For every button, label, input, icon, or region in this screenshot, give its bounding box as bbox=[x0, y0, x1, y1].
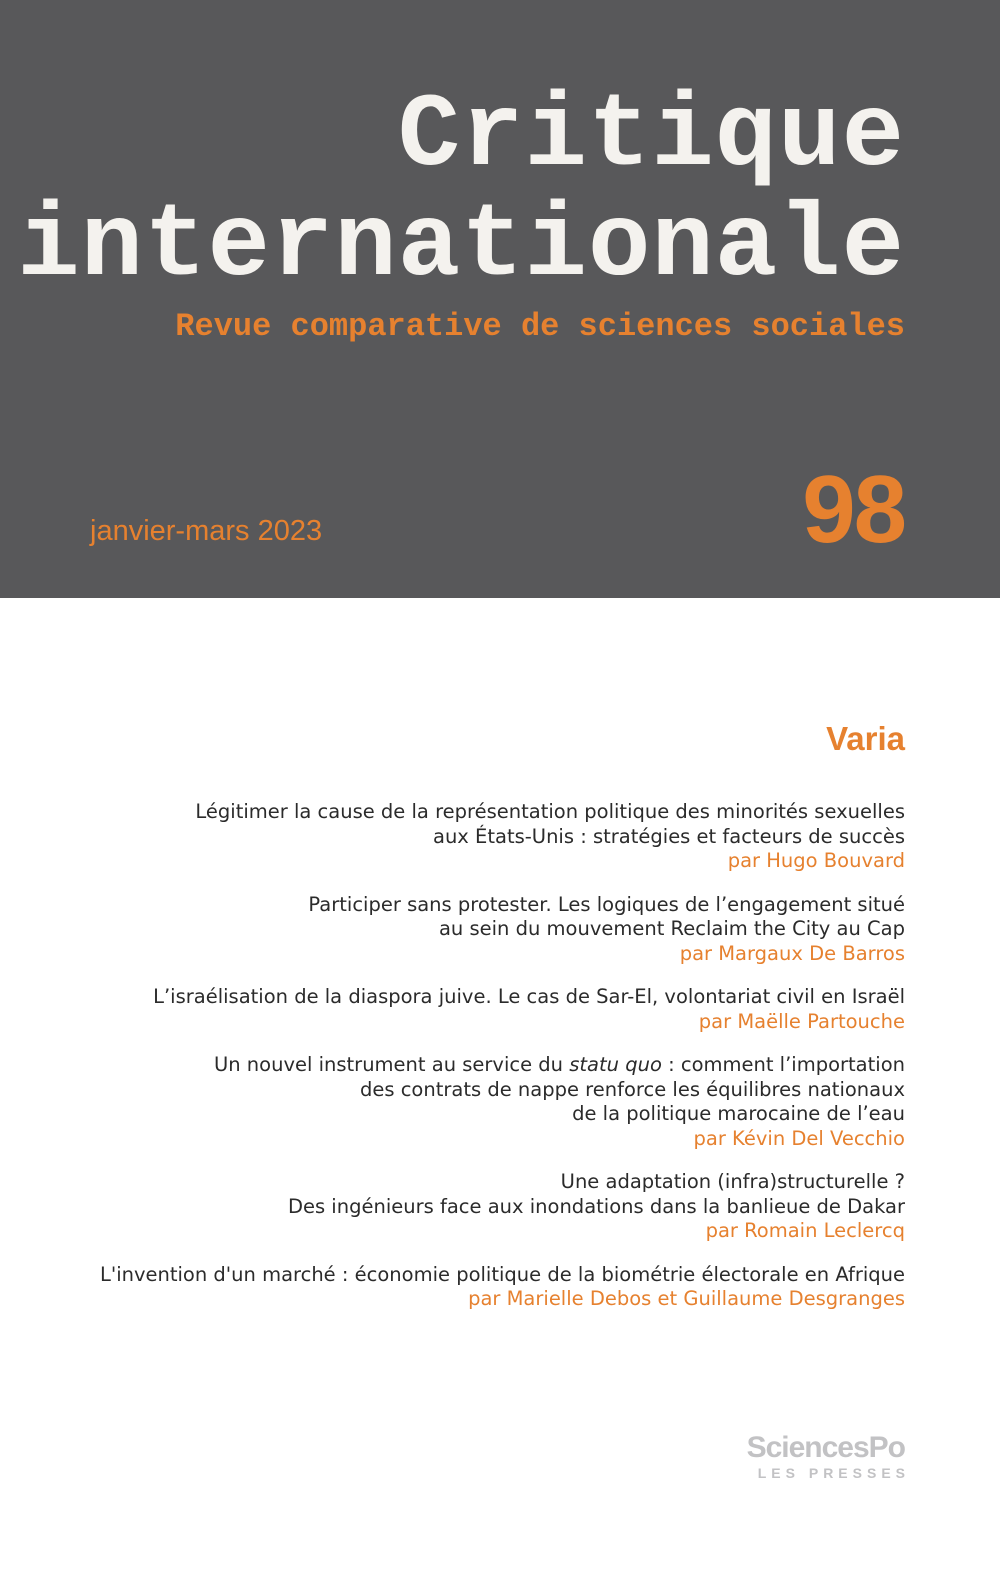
publisher-logo bbox=[746, 1431, 910, 1482]
toc-entry bbox=[75, 1263, 905, 1312]
cover-header-band bbox=[0, 0, 1000, 598]
article-title-line: Légitimer la cause de la représentation politique des minorités sexuelles bbox=[195, 800, 905, 823]
journal-title-line-2: internationale bbox=[17, 188, 905, 306]
article-author: par Romain Leclercq bbox=[705, 1219, 905, 1242]
issue-number: 98 bbox=[802, 456, 905, 563]
article-author: par Hugo Bouvard bbox=[727, 849, 905, 872]
toc-entry bbox=[75, 893, 905, 967]
issue-date: janvier-mars 2023 bbox=[90, 515, 323, 547]
article-author: par Margaux De Barros bbox=[679, 941, 905, 965]
toc-entry bbox=[75, 985, 905, 1034]
journal-subtitle: Revue comparative de sciences sociales bbox=[175, 308, 905, 345]
article-title-line: de la politique marocaine de l’eau bbox=[572, 1102, 905, 1125]
article-title-line: L’israélisation de la diaspora juive. Le cas de Sar-El, volontariat civil en Israël bbox=[153, 985, 905, 1008]
article-title-line: au sein du mouvement Reclaim the City au Cap bbox=[438, 917, 905, 940]
article-title-segment: Un nouvel instrument au service du bbox=[213, 1053, 570, 1076]
article-author: par Marielle Debos et Guillaume Desgranges bbox=[468, 1287, 905, 1310]
article-author: par Kévin Del Vecchio bbox=[693, 1126, 905, 1150]
toc-entry bbox=[75, 1170, 905, 1244]
toc-entry bbox=[75, 1053, 905, 1151]
article-title-italic: statu quo bbox=[569, 1053, 662, 1076]
table-of-contents bbox=[75, 800, 905, 1331]
article-title-segment: : comment l’importation bbox=[661, 1053, 905, 1076]
article-title-line: Une adaptation (infra)structurelle ? bbox=[560, 1170, 905, 1193]
article-title-line: L'invention d'un marché : économie politique de la biométrie électorale en Afrique bbox=[99, 1262, 905, 1286]
article-title-line bbox=[75, 1053, 905, 1078]
journal-title-line-1: Critique bbox=[397, 78, 905, 196]
article-title-line: des contrats de nappe renforce les équilibres nationaux bbox=[359, 1077, 905, 1101]
article-title-line: Participer sans protester. Les logiques de l’engagement situé bbox=[308, 892, 905, 916]
article-title-line: aux États-Unis : stratégies et facteurs de succès bbox=[433, 824, 905, 848]
article-title-line: Des ingénieurs face aux inondations dans la banlieue de Dakar bbox=[287, 1194, 905, 1218]
article-author: par Maëlle Partouche bbox=[698, 1009, 905, 1033]
toc-entry bbox=[75, 800, 905, 874]
publisher-subtitle: LES PRESSES bbox=[757, 1465, 910, 1481]
section-title: Varia bbox=[826, 720, 905, 757]
publisher-name: SciencesPo bbox=[746, 1431, 905, 1464]
